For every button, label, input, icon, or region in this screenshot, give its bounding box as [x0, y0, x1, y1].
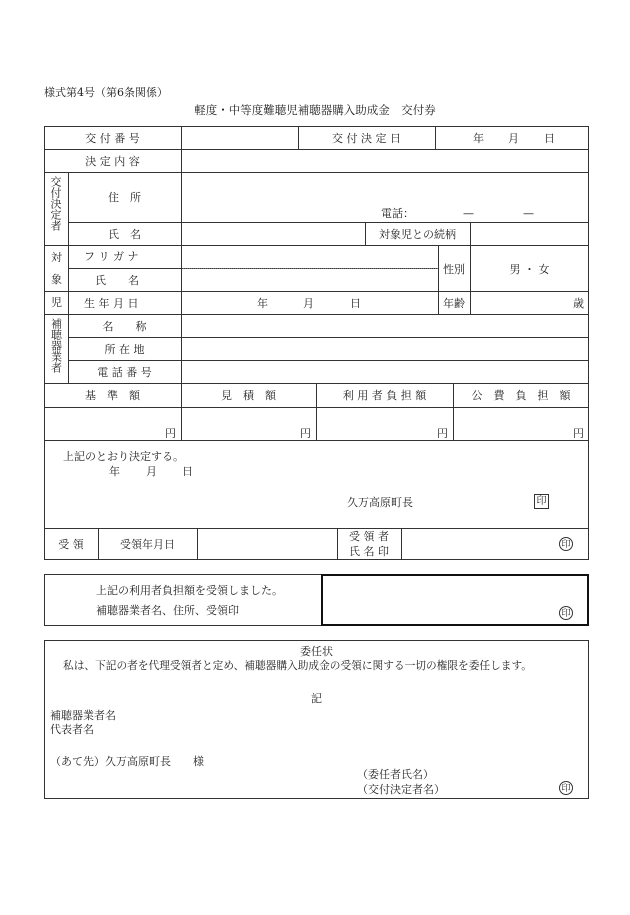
furigana-label: フ リ ガ ナ [84, 250, 139, 263]
col-user-burden: 利 用 者 負 担 額 [342, 389, 427, 402]
poa-title: 委任状 [300, 645, 333, 658]
phone-dash-2: — [523, 207, 534, 220]
child-group-char-1: 対 [51, 251, 62, 264]
relation-field[interactable] [471, 224, 588, 244]
receipt-confirm-line2: 補聴器業者名、住所、受領印 [96, 604, 239, 617]
dealer-location-label: 所 在 地 [104, 343, 145, 356]
poa-addressee: （あて先）久万高原町長 様 [50, 755, 204, 768]
decided-text: 上記のとおり決定する。 [63, 450, 184, 463]
poa-dealer-name: 補聴器業者名 [50, 709, 116, 722]
user-burden-yen[interactable]: 円 [437, 427, 448, 440]
dealer-name-field[interactable] [182, 316, 588, 336]
birth-day: 日 [350, 297, 361, 310]
issue-number-field[interactable] [182, 131, 297, 148]
decision-date-year: 年 [473, 132, 484, 145]
receipt-date-field[interactable] [198, 530, 336, 558]
receiver-label-line2: 氏 名 印 [349, 545, 389, 558]
address-label: 住 所 [108, 191, 141, 204]
birth-month: 月 [303, 297, 314, 310]
decision-date-day: 日 [544, 132, 555, 145]
receiver-seal-icon: 印 [559, 537, 573, 551]
child-name-label: 氏 名 [95, 274, 139, 287]
receiver-label-line1: 受 領 者 [349, 530, 389, 543]
dealer-seal-icon: 印 [559, 606, 573, 620]
recipient-group-label: 交付決定者 [49, 176, 62, 231]
age-unit: 歳 [573, 297, 584, 310]
child-group-char-3: 児 [51, 296, 62, 309]
col-standard-amount: 基 準 額 [85, 389, 140, 402]
decision-content-label: 決 定 内 容 [85, 155, 140, 168]
decided-year: 年 [109, 465, 120, 478]
poa-seal-icon: 印 [559, 781, 573, 795]
poa-ki: 記 [311, 692, 322, 705]
col-public-burden: 公 費 負 担 額 [471, 389, 571, 402]
recipient-name-field[interactable] [182, 224, 364, 244]
dealer-group-label: 補聴器業者 [49, 318, 63, 373]
dealer-phone-label: 電 話 番 号 [97, 366, 152, 379]
poa-representative: 代表者名 [50, 723, 94, 736]
dealer-phone-field[interactable] [182, 362, 588, 382]
decided-day: 日 [182, 465, 193, 478]
address-field[interactable] [182, 174, 588, 206]
estimate-yen[interactable]: 円 [300, 427, 311, 440]
public-burden-yen[interactable]: 円 [573, 427, 584, 440]
poa-body: 私は、下記の者を代理受領者と定め、補聴器購入助成金の受領に関する一切の権限を委任します。 [63, 659, 532, 672]
col-estimate-amount: 見 積 額 [221, 389, 276, 402]
receipt-label: 受 領 [58, 538, 84, 551]
mayor-name: 久万高原町長 [347, 496, 413, 509]
gender-options[interactable]: 男 ・ 女 [509, 263, 550, 276]
dealer-stamp-field[interactable] [324, 577, 586, 623]
child-group-char-2: 象 [51, 273, 62, 286]
poa-recipient-label: （交付決定者名） [357, 783, 445, 796]
furigana-field[interactable] [182, 247, 437, 267]
decision-date-label: 交 付 決 定 日 [332, 132, 401, 145]
form-title: 軽度・中等度難聴児補聴器購入助成金 交付券 [194, 103, 436, 117]
child-name-field[interactable] [182, 270, 437, 290]
poa-delegator-label: （委任者氏名） [357, 768, 434, 781]
gender-label: 性別 [443, 263, 465, 276]
dealer-name-label: 名 称 [102, 320, 147, 333]
decision-date-month: 月 [508, 132, 519, 145]
receipt-date-label: 受領年月日 [120, 538, 175, 551]
decided-month: 月 [146, 465, 157, 478]
issue-number-label: 交 付 番 号 [85, 132, 140, 145]
dealer-location-field[interactable] [182, 339, 588, 359]
mayor-seal-icon: 印 [534, 494, 549, 509]
standard-yen[interactable]: 円 [165, 427, 176, 440]
birth-date-label: 生 年 月 日 [84, 297, 139, 310]
age-label: 年齢 [443, 297, 465, 310]
relation-label: 対象児との続柄 [379, 228, 456, 241]
form-number: 様式第4号（第6条関係） [44, 86, 168, 99]
receipt-confirm-line1: 上記の利用者負担額を受領しました。 [96, 584, 283, 597]
phone-dash-1: — [463, 207, 474, 220]
birth-year: 年 [257, 297, 268, 310]
decision-content-field[interactable] [182, 151, 588, 171]
phone-label: 電話： [381, 207, 414, 220]
recipient-name-label: 氏 名 [108, 228, 141, 241]
